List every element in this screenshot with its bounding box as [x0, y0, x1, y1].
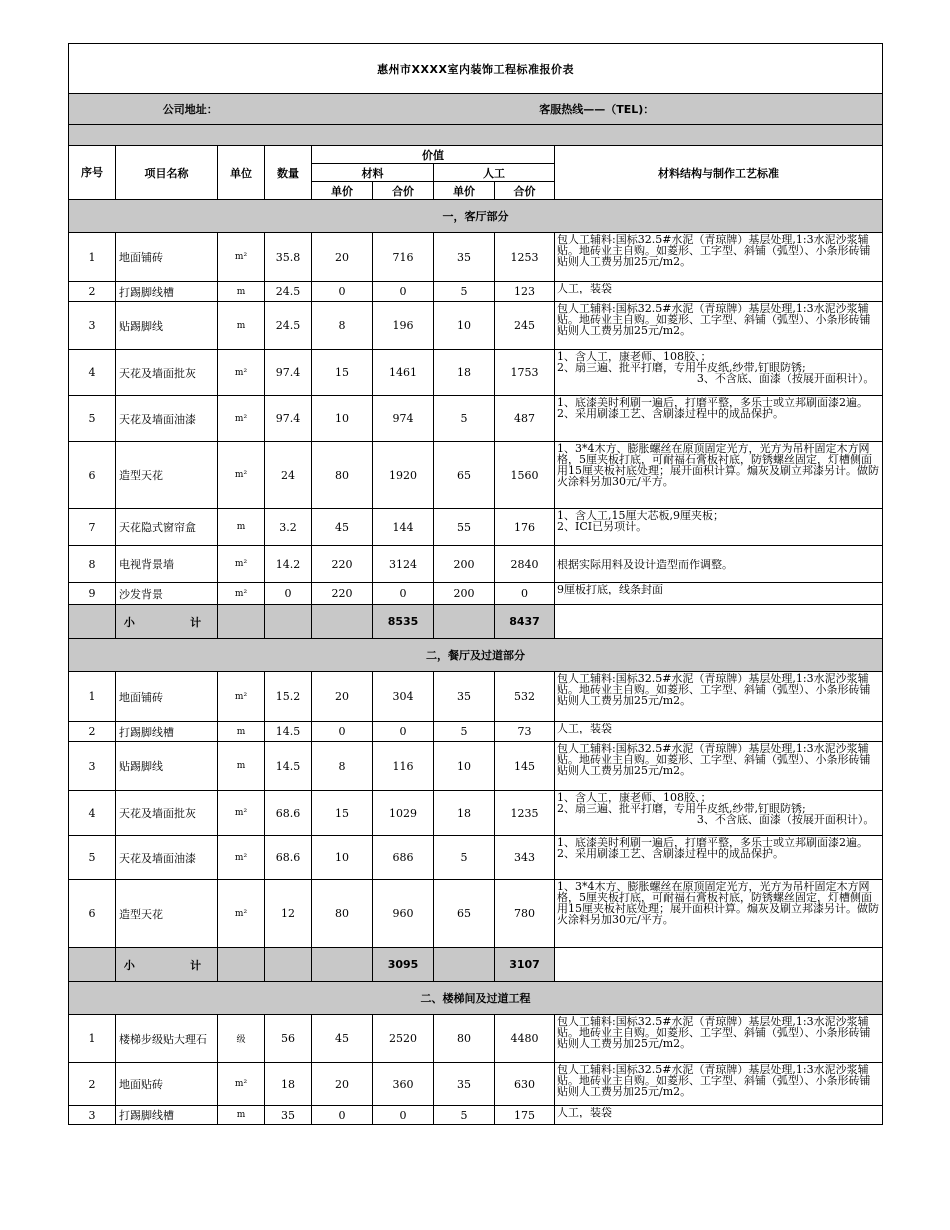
row-unit: m² [218, 396, 265, 442]
row-description-text: 人工，装袋 [557, 723, 612, 734]
row-material-total: 0 [373, 583, 434, 605]
table-row [69, 396, 883, 442]
row-seq: 3 [69, 742, 116, 791]
row-unit: m² [218, 1063, 265, 1106]
row-unit: m² [218, 442, 265, 509]
row-seq: 2 [69, 282, 116, 302]
row-qty: 24 [265, 442, 312, 509]
row-labor-total: 145 [495, 742, 555, 791]
table-row [69, 672, 883, 722]
blank-row [69, 125, 883, 146]
row-qty: 35 [265, 1106, 312, 1125]
row-name: 楼梯步级贴大理石 [116, 1015, 218, 1063]
subtotal-labor-total: 3107 [495, 948, 555, 982]
row-labor-unit-price: 80 [434, 1015, 495, 1063]
row-description [555, 1106, 883, 1125]
row-material-unit-price: 20 [312, 233, 373, 282]
table-row [69, 442, 883, 509]
table-row [69, 282, 883, 302]
row-seq: 4 [69, 350, 116, 396]
row-material-unit-price: 10 [312, 396, 373, 442]
row-material-total: 716 [373, 233, 434, 282]
table-row [69, 302, 883, 350]
row-name: 打踢脚线槽 [116, 282, 218, 302]
row-labor-total: 1235 [495, 791, 555, 836]
row-labor-total: 532 [495, 672, 555, 722]
row-material-unit-price: 45 [312, 509, 373, 546]
row-description-text: 人工，装袋 [557, 1107, 612, 1118]
row-description-text: 1、底漆美时利刷一遍后，打磨平整，多乐士或立邦刷面漆2遍。 2、采用刷漆工艺、含刷漆过程中的成品保护。 [557, 837, 868, 859]
section-title: 二、楼梯间及过道工程 [69, 982, 883, 1015]
row-unit: m [218, 282, 265, 302]
row-qty: 24.5 [265, 282, 312, 302]
hotline-label: 客服热线——（TEL)： [312, 94, 883, 125]
row-unit: m² [218, 880, 265, 948]
row-material-unit-price: 15 [312, 791, 373, 836]
section-title: 一，客厅部分 [69, 200, 883, 233]
row-material-total: 0 [373, 1106, 434, 1125]
row-qty: 56 [265, 1015, 312, 1063]
row-description-text: 1、含人工，康老师、108胶、； 2、扇三遍、批平打磨，专用牛皮纸,纱带,钉眼防锈; 3、不含底、面漆（按展开面积计）。 [557, 351, 875, 384]
row-description-text: 包人工辅料:国标32.5#水泥（青琼牌）基层处理,1:3水泥沙浆辅贴。地砖业主自购。如菱形、工字型、斜铺（弧型）、小条形砖铺贴则人工费另加25元/m2。 [557, 743, 871, 776]
section-header [69, 639, 883, 672]
header-material-unit-price: 单价 [312, 182, 373, 200]
row-name: 天花及墙面油漆 [116, 836, 218, 880]
row-name: 地面铺砖 [116, 233, 218, 282]
row-unit: m [218, 509, 265, 546]
row-labor-unit-price: 200 [434, 583, 495, 605]
row-labor-total: 2840 [495, 546, 555, 583]
row-description-text: 1、含人工,15厘大芯板,9厘夹板； 2、ICI已另项计。 [557, 510, 724, 532]
row-material-total: 1029 [373, 791, 434, 836]
row-material-unit-price: 220 [312, 583, 373, 605]
row-unit: m [218, 1106, 265, 1125]
header-material-total: 合价 [373, 182, 434, 200]
row-material-total: 960 [373, 880, 434, 948]
row-material-total: 0 [373, 722, 434, 742]
row-labor-unit-price: 5 [434, 722, 495, 742]
row-material-total: 1920 [373, 442, 434, 509]
row-labor-total: 176 [495, 509, 555, 546]
row-description-text: 包人工辅料:国标32.5#水泥（青琼牌）基层处理,1:3水泥沙浆辅贴。地砖业主自购。如菱形、工字型、斜铺（弧型）、小条形砖铺贴则人工费另加25元/m2。 [557, 303, 871, 336]
row-description [555, 302, 883, 350]
row-seq: 3 [69, 1106, 116, 1125]
row-labor-total: 123 [495, 282, 555, 302]
row-labor-unit-price: 200 [434, 546, 495, 583]
row-material-total: 116 [373, 742, 434, 791]
subtotal-material-total: 3095 [373, 948, 434, 982]
row-material-unit-price: 80 [312, 442, 373, 509]
row-labor-total: 4480 [495, 1015, 555, 1063]
row-name: 贴踢脚线 [116, 742, 218, 791]
row-qty: 14.2 [265, 546, 312, 583]
row-material-total: 360 [373, 1063, 434, 1106]
row-unit: m² [218, 233, 265, 282]
page-title: 惠州市XXXX室内装饰工程标准报价表 [69, 44, 883, 94]
row-description-text: 根据实际用料及设计造型而作调整。 [557, 558, 733, 570]
header-labor: 人工 [434, 164, 555, 182]
table-row [69, 546, 883, 583]
row-labor-unit-price: 65 [434, 442, 495, 509]
row-material-total: 2520 [373, 1015, 434, 1063]
row-material-unit-price: 0 [312, 722, 373, 742]
subtotal-blank [434, 948, 495, 982]
row-qty: 0 [265, 583, 312, 605]
header-labor-total: 合价 [495, 182, 555, 200]
table-row [69, 880, 883, 948]
row-qty: 97.4 [265, 350, 312, 396]
row-material-unit-price: 8 [312, 742, 373, 791]
row-description [555, 396, 883, 442]
row-labor-unit-price: 35 [434, 233, 495, 282]
subtotal-blank [312, 948, 373, 982]
row-description-text: 人工，装袋 [557, 283, 612, 294]
row-labor-total: 245 [495, 302, 555, 350]
row-material-unit-price: 15 [312, 350, 373, 396]
row-seq: 1 [69, 1015, 116, 1063]
row-labor-unit-price: 18 [434, 350, 495, 396]
row-material-total: 196 [373, 302, 434, 350]
row-description [555, 546, 883, 583]
row-seq: 2 [69, 1063, 116, 1106]
subtotal-blank [218, 948, 265, 982]
subtotal-blank [218, 605, 265, 639]
row-material-unit-price: 80 [312, 880, 373, 948]
row-labor-total: 73 [495, 722, 555, 742]
row-unit: m² [218, 672, 265, 722]
table-row [69, 722, 883, 742]
row-qty: 12 [265, 880, 312, 948]
row-name: 打踢脚线槽 [116, 1106, 218, 1125]
row-seq: 4 [69, 791, 116, 836]
table-row [69, 791, 883, 836]
subtotal-blank [265, 948, 312, 982]
row-material-unit-price: 20 [312, 1063, 373, 1106]
header-qty: 数量 [265, 146, 312, 200]
row-description [555, 880, 883, 948]
row-labor-unit-price: 10 [434, 742, 495, 791]
row-unit: m [218, 742, 265, 791]
row-material-unit-price: 45 [312, 1015, 373, 1063]
row-name: 地面贴砖 [116, 1063, 218, 1106]
row-seq: 2 [69, 722, 116, 742]
section-header [69, 982, 883, 1015]
row-material-unit-price: 10 [312, 836, 373, 880]
row-labor-total: 487 [495, 396, 555, 442]
row-seq: 1 [69, 672, 116, 722]
table-row [69, 509, 883, 546]
row-labor-unit-price: 35 [434, 672, 495, 722]
row-labor-total: 780 [495, 880, 555, 948]
header-unit: 单位 [218, 146, 265, 200]
table-row [69, 1015, 883, 1063]
header-price: 价值 [312, 146, 555, 164]
subtotal-row [69, 605, 883, 639]
row-unit: m² [218, 836, 265, 880]
row-labor-total: 1253 [495, 233, 555, 282]
row-seq: 5 [69, 396, 116, 442]
row-material-total: 304 [373, 672, 434, 722]
section-title: 二，餐厅及过道部分 [69, 639, 883, 672]
subtotal-labor-total: 8437 [495, 605, 555, 639]
table-row [69, 742, 883, 791]
row-qty: 68.6 [265, 836, 312, 880]
subtotal-label: 小 计 [116, 605, 218, 639]
row-seq: 5 [69, 836, 116, 880]
subtotal-blank [555, 948, 883, 982]
row-name: 造型天花 [116, 442, 218, 509]
row-description [555, 672, 883, 722]
subtotal-material-total: 8535 [373, 605, 434, 639]
row-seq: 8 [69, 546, 116, 583]
subtotal-row [69, 948, 883, 982]
row-description-text: 9厘板打底，线条封面 [557, 584, 663, 595]
row-labor-total: 0 [495, 583, 555, 605]
row-labor-total: 630 [495, 1063, 555, 1106]
row-name: 天花隐式窗帘盒 [116, 509, 218, 546]
row-name: 天花及墙面批灰 [116, 350, 218, 396]
row-qty: 14.5 [265, 742, 312, 791]
row-material-total: 144 [373, 509, 434, 546]
row-description [555, 836, 883, 880]
quote-table [68, 43, 883, 1125]
section-header [69, 200, 883, 233]
row-name: 电视背景墙 [116, 546, 218, 583]
row-description [555, 509, 883, 546]
row-material-unit-price: 0 [312, 282, 373, 302]
row-description [555, 233, 883, 282]
subtotal-blank [434, 605, 495, 639]
row-description-text: 包人工辅料:国标32.5#水泥（青琼牌）基层处理,1:3水泥沙浆辅贴。地砖业主自购。如菱形、工字型、斜铺（弧型）、小条形砖铺贴则人工费另加25元/m2。 [557, 1016, 871, 1049]
row-material-unit-price: 220 [312, 546, 373, 583]
header-material: 材料 [312, 164, 434, 182]
row-seq: 1 [69, 233, 116, 282]
row-labor-total: 1560 [495, 442, 555, 509]
row-material-unit-price: 0 [312, 1106, 373, 1125]
row-material-total: 0 [373, 282, 434, 302]
company-address-label: 公司地址： [69, 94, 312, 125]
subtotal-blank [555, 605, 883, 639]
row-name: 沙发背景 [116, 583, 218, 605]
row-unit: m [218, 302, 265, 350]
header-name: 项目名称 [116, 146, 218, 200]
row-description-text: 1、底漆美时利刷一遍后，打磨平整，多乐士或立邦刷面漆2遍。 2、采用刷漆工艺、含刷漆过程中的成品保护。 [557, 397, 868, 419]
row-description-text: 包人工辅料:国标32.5#水泥（青琼牌）基层处理,1:3水泥沙浆辅贴。地砖业主自购。如菱形、工字型、斜铺（弧型）、小条形砖铺贴则人工费另加25元/m2。 [557, 234, 871, 267]
row-unit: 级 [218, 1015, 265, 1063]
row-qty: 97.4 [265, 396, 312, 442]
row-description [555, 583, 883, 605]
row-labor-total: 1753 [495, 350, 555, 396]
row-qty: 18 [265, 1063, 312, 1106]
row-labor-unit-price: 5 [434, 396, 495, 442]
row-labor-unit-price: 55 [434, 509, 495, 546]
row-labor-unit-price: 35 [434, 1063, 495, 1106]
subtotal-label: 小 计 [116, 948, 218, 982]
row-unit: m² [218, 791, 265, 836]
row-labor-unit-price: 10 [434, 302, 495, 350]
row-unit: m² [218, 583, 265, 605]
row-description [555, 722, 883, 742]
subtotal-blank [69, 948, 116, 982]
table-row [69, 350, 883, 396]
row-description [555, 742, 883, 791]
row-seq: 6 [69, 880, 116, 948]
row-name: 天花及墙面批灰 [116, 791, 218, 836]
row-name: 地面铺砖 [116, 672, 218, 722]
row-qty: 24.5 [265, 302, 312, 350]
row-description [555, 1015, 883, 1063]
row-material-total: 3124 [373, 546, 434, 583]
row-unit: m² [218, 350, 265, 396]
row-material-unit-price: 8 [312, 302, 373, 350]
row-unit: m [218, 722, 265, 742]
row-qty: 14.5 [265, 722, 312, 742]
row-seq: 9 [69, 583, 116, 605]
row-labor-total: 175 [495, 1106, 555, 1125]
row-qty: 68.6 [265, 791, 312, 836]
row-labor-unit-price: 5 [434, 1106, 495, 1125]
row-seq: 6 [69, 442, 116, 509]
row-labor-unit-price: 65 [434, 880, 495, 948]
row-description-text: 1、含人工，康老师、108胶、； 2、扇三遍、批平打磨，专用牛皮纸,纱带,钉眼防锈; 3、不含底、面漆（按展开面积计）。 [557, 792, 875, 825]
row-unit: m² [218, 546, 265, 583]
row-name: 天花及墙面油漆 [116, 396, 218, 442]
row-description-text: 1、3*4木方、膨胀螺丝在原顶固定光方，光方为吊杆固定木方网格，5厘夹板打底，可耐福石膏板衬底，防锈螺丝固定，灯槽侧面用15厘夹板衬底处理；展开面积计算。煽灰及刷立邦漆另计。做防火涂料另加30元/平方。 [557, 443, 879, 487]
row-material-total: 1461 [373, 350, 434, 396]
row-labor-unit-price: 5 [434, 836, 495, 880]
row-description-text: 包人工辅料:国标32.5#水泥（青琼牌）基层处理,1:3水泥沙浆辅贴。地砖业主自购。如菱形、工字型、斜铺（弧型）、小条形砖铺贴则人工费另加25元/m2。 [557, 1064, 871, 1097]
row-labor-total: 343 [495, 836, 555, 880]
row-description [555, 442, 883, 509]
table-row [69, 836, 883, 880]
row-name: 打踢脚线槽 [116, 722, 218, 742]
row-qty: 35.8 [265, 233, 312, 282]
row-description [555, 350, 883, 396]
row-seq: 3 [69, 302, 116, 350]
row-description-text: 包人工辅料:国标32.5#水泥（青琼牌）基层处理,1:3水泥沙浆辅贴。地砖业主自购。如菱形、工字型、斜铺（弧型）、小条形砖铺贴则人工费另加25元/m2。 [557, 673, 871, 706]
row-material-unit-price: 20 [312, 672, 373, 722]
header-labor-unit-price: 单价 [434, 182, 495, 200]
table-row [69, 1063, 883, 1106]
row-qty: 3.2 [265, 509, 312, 546]
row-description-text: 1、3*4木方、膨胀螺丝在原顶固定光方，光方为吊杆固定木方网格，5厘夹板打底，可耐福石膏板衬底，防锈螺丝固定，灯槽侧面用15厘夹板衬底处理；展开面积计算。煽灰及刷立邦漆另计。做防火涂料另加30元/平方。 [557, 881, 879, 925]
row-description [555, 791, 883, 836]
row-material-total: 974 [373, 396, 434, 442]
header-desc: 材料结构与制作工艺标准 [555, 146, 883, 200]
table-row [69, 583, 883, 605]
row-labor-unit-price: 5 [434, 282, 495, 302]
row-description [555, 1063, 883, 1106]
row-description [555, 282, 883, 302]
row-material-total: 686 [373, 836, 434, 880]
row-seq: 7 [69, 509, 116, 546]
subtotal-blank [312, 605, 373, 639]
subtotal-blank [265, 605, 312, 639]
table-row [69, 1106, 883, 1125]
subtotal-blank [69, 605, 116, 639]
row-name: 造型天花 [116, 880, 218, 948]
header-seq: 序号 [69, 146, 116, 200]
table-row [69, 233, 883, 282]
row-labor-unit-price: 18 [434, 791, 495, 836]
row-qty: 15.2 [265, 672, 312, 722]
row-name: 贴踢脚线 [116, 302, 218, 350]
